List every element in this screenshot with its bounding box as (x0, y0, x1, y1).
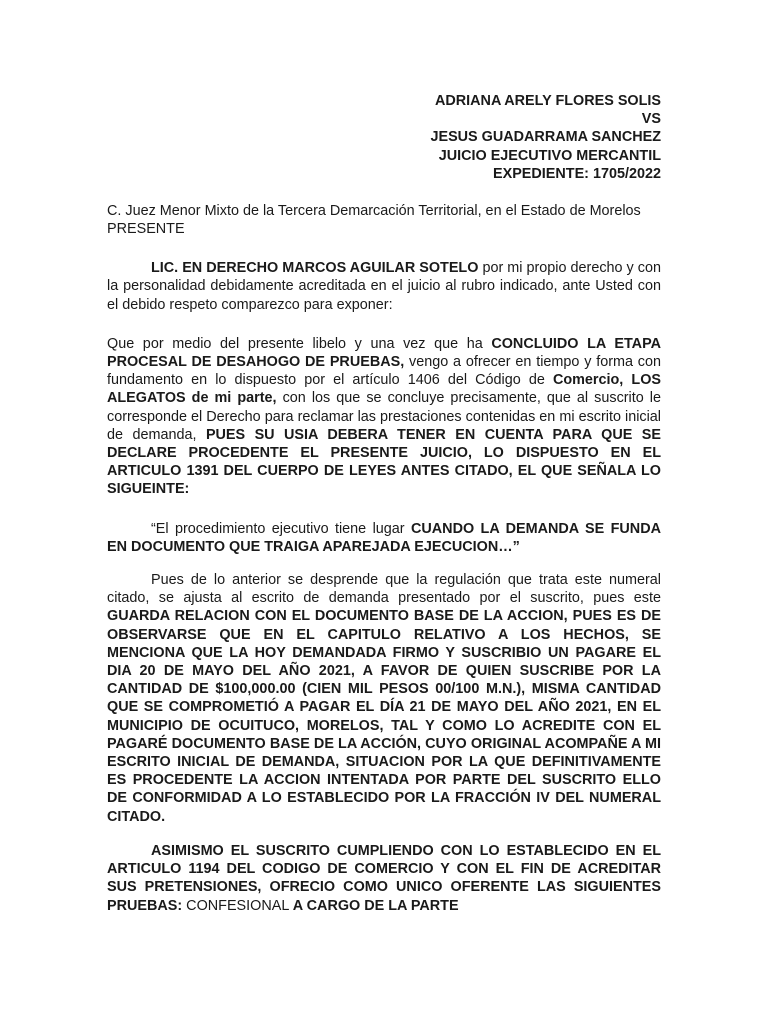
addressee-judge: C. Juez Menor Mixto de la Tercera Demarcación Territorial, en el Estado de Morelos (107, 203, 641, 220)
paragraph-appearance (107, 259, 661, 314)
paragraph-text: CONFESIONAL (182, 897, 293, 914)
paragraph-analysis (107, 571, 661, 826)
bold-text: CONCLUIDO LA ETAPA PROCESAL DE DESAHOGO DE PRUEBAS, (107, 335, 661, 371)
quote-text: “El procedimiento ejecutivo tiene lugar (151, 520, 411, 537)
paragraph-text: con los que se concluye precisamente, que al suscrito le corresponde el Derecho para reclamar las prestaciones contenidas en mi escrito inicial de demanda, (107, 390, 662, 443)
case-defendant: JESUS GUADARRAMA SANCHEZ (430, 129, 661, 146)
document-page (107, 92, 661, 915)
case-plaintiff: ADRIANA ARELY FLORES SOLIS (434, 93, 661, 109)
bold-text: GUARDA RELACION CON EL DOCUMENTO BASE DE LA ACCION, PUES ES DE OBSERVARSE QUE EN EL CAPITULO RELATIVO A LOS HECHOS, SE MENCIONA QUE LA HOY DEMANDADA FIRMO Y SUSCRIBIO UN PAGARE EL DIA 20 DE MAYO DEL AÑO 2021, A FAVOR DE QUIEN SUSCRIBE POR LA CANTIDAD DE $100,000.00 (CIEN MIL PESOS 00/100 M.N.), MISMA CANTIDAD QUE SE COMPROMETIÓ A PAGAR EL DÍA 21 DE MAYO DEL AÑO 2021, EN EL MUNICIPIO DE OCUITUCO, MORELOS, TAL Y COMO LO ACREDITE CON EL PAGARÉ DOCUMENTO BASE DE LA ACCIÓN, CUYO ORIGINAL ACOMPAÑE A MI ESCRITO INICIAL DE DEMANDA, SITUACION POR LA QUE DEFINITIVAMENTE ES PROCEDENTE LA ACCION INTENTADA POR PARTE DEL SUSCRITO ELLO DE CONFORMIDAD A LO ESTABLECIDO POR LA FRACCIÓN IV DEL NUMERAL CITADO. (107, 608, 661, 825)
case-versus: VS (641, 111, 661, 128)
quote-bold-text: CUANDO LA DEMANDA SE FUNDA EN DOCUMENTO QUE TRAIGA APAREJADA EJECUCION…” (107, 520, 661, 555)
case-header (107, 92, 661, 183)
paragraph-text: Que por medio del presente libelo y una vez que ha (107, 335, 492, 352)
bold-text: Comercio, LOS ALEGATOS de mi parte, (107, 372, 661, 407)
bold-text: A CARGO DE LA PARTE (292, 897, 459, 914)
paragraph-evidence (107, 842, 661, 915)
paragraph-text: vengo a ofrecer en tiempo y forma con fundamento en lo dispuesto por el artículo 1406 del Código de (107, 354, 661, 389)
bold-text: ASIMISMO EL SUSCRITO CUMPLIENDO CON LO ESTABLECIDO EN EL ARTICULO 1194 DEL CODIGO DE COMERCIO Y CON EL FIN DE ACREDITAR SUS PRETENSIONES, OFRECIO COMO UNICO OFERENTE LAS SIGUIENTES PRUEBAS: (107, 842, 661, 914)
bold-text: PUES SU USIA DEBERA TENER EN CUENTA PARA QUE SE DECLARE PROCEDENTE EL PRESENTE JUICIO, LO DISPUESTO EN EL ARTICULO 1391 DEL CUERPO DE LEYES ANTES CITADO, EL QUE SEÑALA LO SIGUEINTE: (107, 426, 661, 498)
paragraph-text: por mi propio derecho y con la personalidad debidamente acreditada en el juicio al rubro indicado, ante Usted con el debido respeto comparezco para exponer: (107, 260, 661, 313)
paragraph-quote (107, 520, 661, 556)
case-type: JUICIO EJECUTIVO MERCANTIL (438, 147, 661, 164)
paragraph-allegations (107, 335, 661, 499)
paragraph-text: Pues de lo anterior se desprende que la regulación que trata este numeral citado, se ajusta al escrito de demanda presentado por el suscrito, pues este (107, 572, 661, 607)
addressee-block (107, 203, 661, 238)
attorney-name: LIC. EN DERECHO MARCOS AGUILAR SOTELO (151, 260, 479, 277)
addressee-presente: PRESENTE (107, 220, 185, 237)
case-file-number: EXPEDIENTE: 1705/2022 (493, 165, 661, 182)
